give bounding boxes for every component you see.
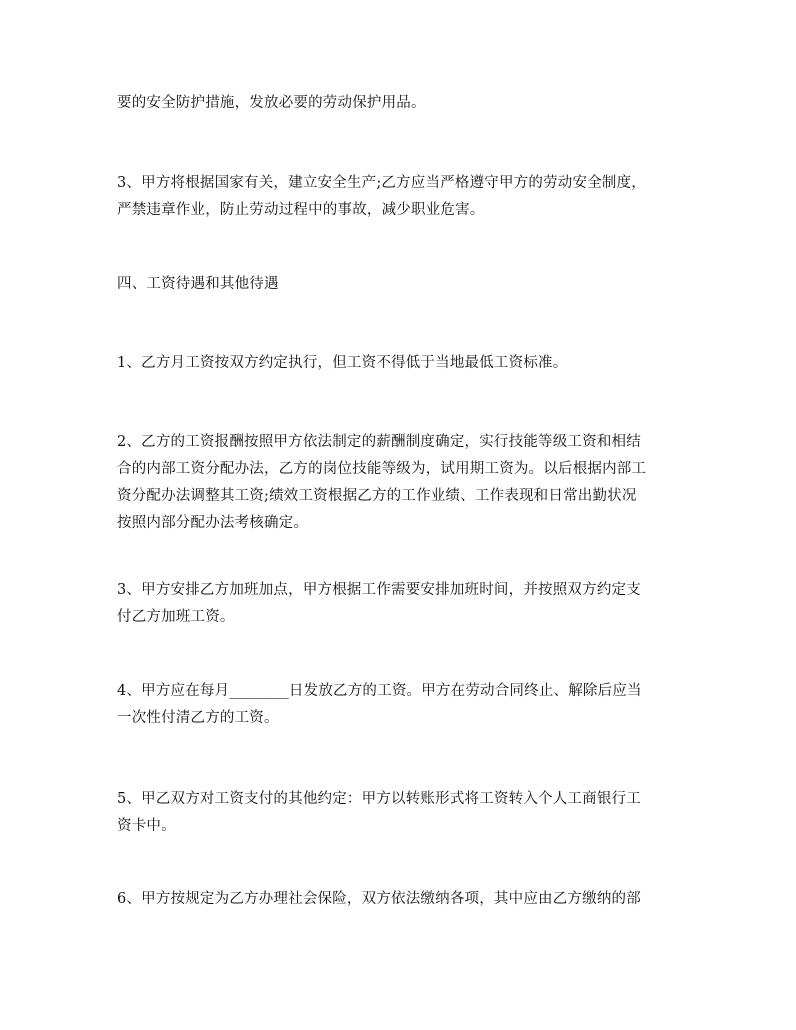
paragraph-3-safety	[117, 170, 682, 224]
text-line: 5、甲乙双方对工资支付的其他约定：甲方以转账形式将工资转入个人工商银行工	[117, 791, 641, 807]
text-line: 严禁违章作业，防止劳动过程中的事故，减少职业危害。	[117, 202, 485, 218]
text-line: 1、乙方月工资按双方约定执行，但工资不得低于当地最低工资标准。	[117, 355, 568, 371]
text-line: 4、甲方应在每月________日发放乙方的工资。甲方在劳动合同终止、解除后应当	[117, 683, 642, 699]
paragraph-safety-equipment	[117, 90, 682, 117]
text-line: 按照内部分配办法考核确定。	[117, 515, 309, 531]
text-line: 3、甲方将根据国家有关，建立安全生产;乙方应当严格遵守甲方的劳动安全制度，	[117, 175, 647, 191]
paragraph-5-payment	[117, 786, 682, 840]
text-line: 资分配办法调整其工资;绩效工资根据乙方的工作业绩、工作表现和日常出勤状况	[117, 488, 637, 504]
text-line: 6、甲方按规定为乙方办理社会保险，双方依法缴纳各项，其中应由乙方缴纳的部	[117, 891, 641, 907]
section-heading-wages	[117, 271, 682, 298]
text-line: 付乙方加班工资。	[117, 609, 235, 625]
paragraph-2-wage-system	[117, 429, 682, 537]
paragraph-4-payday	[117, 678, 682, 732]
text-line: 合的内部工资分配办法，乙方的岗位技能等级为，试用期工资为。以后根据内部工	[117, 461, 647, 477]
text-line: 四、工资待遇和其他待遇	[117, 276, 279, 292]
paragraph-3-overtime	[117, 577, 682, 631]
text-line: 3、甲方安排乙方加班加点，甲方根据工作需要安排加班时间，并按照双方约定支	[117, 582, 641, 598]
text-line: 一次性付清乙方的工资。	[117, 710, 279, 726]
text-line: 资卡中。	[117, 818, 176, 834]
text-line: 要的安全防护措施，发放必要的劳动保护用品。	[117, 95, 426, 111]
paragraph-6-insurance	[117, 886, 682, 913]
paragraph-1-wage	[117, 350, 682, 377]
text-line: 2、乙方的工资报酬按照甲方依法制定的薪酬制度确定，实行技能等级工资和相结	[117, 434, 641, 450]
